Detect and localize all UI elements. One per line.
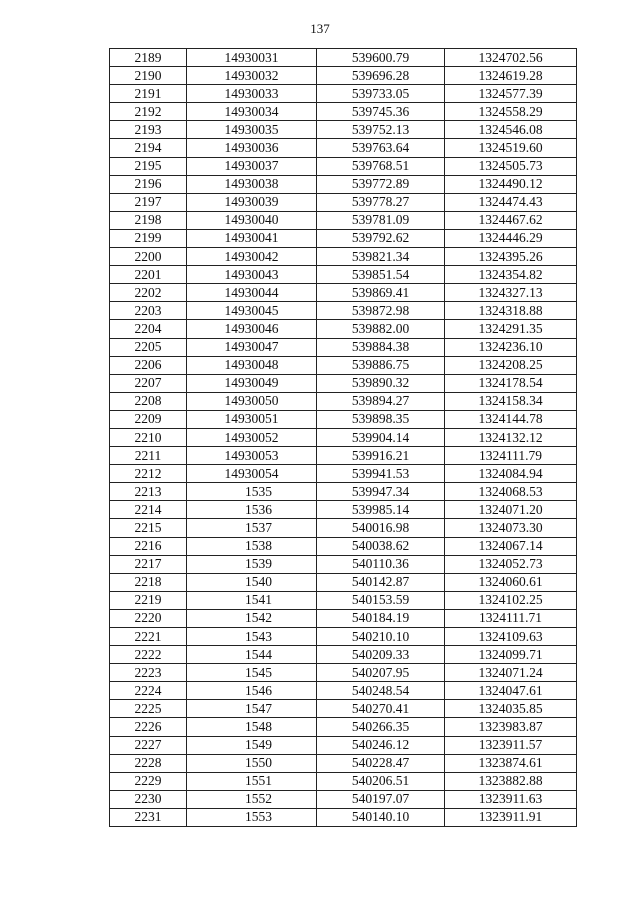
point-id-cell: 1549 [187, 736, 317, 754]
point-id-cell: 1553 [187, 808, 317, 826]
table-row [110, 718, 577, 736]
point-number-cell: 2224 [110, 682, 187, 700]
y-coordinate-cell: 1324208.25 [445, 356, 577, 374]
table-row [110, 754, 577, 772]
point-number-cell: 2196 [110, 175, 187, 193]
x-coordinate-cell: 540038.62 [317, 537, 445, 555]
point-id-cell: 14930040 [187, 211, 317, 229]
x-coordinate-cell: 539821.34 [317, 248, 445, 266]
table-row [110, 501, 577, 519]
x-coordinate-cell: 539904.14 [317, 428, 445, 446]
x-coordinate-cell: 540228.47 [317, 754, 445, 772]
x-coordinate-cell: 540197.07 [317, 790, 445, 808]
point-number-cell: 2228 [110, 754, 187, 772]
y-coordinate-cell: 1324102.25 [445, 591, 577, 609]
y-coordinate-cell: 1324073.30 [445, 519, 577, 537]
point-number-cell: 2214 [110, 501, 187, 519]
point-number-cell: 2195 [110, 157, 187, 175]
table-row [110, 121, 577, 139]
y-coordinate-cell: 1324132.12 [445, 428, 577, 446]
point-number-cell: 2190 [110, 67, 187, 85]
table-row [110, 447, 577, 465]
point-id-cell: 1551 [187, 772, 317, 790]
point-id-cell: 14930052 [187, 428, 317, 446]
y-coordinate-cell: 1324474.43 [445, 193, 577, 211]
point-number-cell: 2217 [110, 555, 187, 573]
x-coordinate-cell: 539772.89 [317, 175, 445, 193]
coordinates-table-body [110, 49, 577, 827]
point-id-cell: 14930033 [187, 85, 317, 103]
y-coordinate-cell: 1324060.61 [445, 573, 577, 591]
x-coordinate-cell: 539869.41 [317, 284, 445, 302]
page-number: 137 [310, 21, 330, 36]
point-number-cell: 2215 [110, 519, 187, 537]
point-id-cell: 14930050 [187, 392, 317, 410]
point-id-cell: 1539 [187, 555, 317, 573]
table-row [110, 790, 577, 808]
table-row [110, 628, 577, 646]
y-coordinate-cell: 1324577.39 [445, 85, 577, 103]
x-coordinate-cell: 539985.14 [317, 501, 445, 519]
y-coordinate-cell: 1324467.62 [445, 211, 577, 229]
table-row [110, 302, 577, 320]
point-number-cell: 2222 [110, 646, 187, 664]
point-number-cell: 2223 [110, 664, 187, 682]
point-number-cell: 2208 [110, 392, 187, 410]
x-coordinate-cell: 540184.19 [317, 609, 445, 627]
y-coordinate-cell: 1324067.14 [445, 537, 577, 555]
x-coordinate-cell: 539696.28 [317, 67, 445, 85]
y-coordinate-cell: 1323882.88 [445, 772, 577, 790]
point-id-cell: 14930039 [187, 193, 317, 211]
table-row [110, 356, 577, 374]
point-id-cell: 1543 [187, 628, 317, 646]
y-coordinate-cell: 1324446.29 [445, 229, 577, 247]
table-row [110, 175, 577, 193]
y-coordinate-cell: 1324109.63 [445, 628, 577, 646]
point-number-cell: 2210 [110, 428, 187, 446]
y-coordinate-cell: 1324619.28 [445, 67, 577, 85]
y-coordinate-cell: 1324071.24 [445, 664, 577, 682]
coordinates-table [109, 48, 577, 827]
table-row [110, 465, 577, 483]
table-row [110, 338, 577, 356]
point-number-cell: 2189 [110, 49, 187, 67]
table-row [110, 67, 577, 85]
table-row [110, 555, 577, 573]
y-coordinate-cell: 1323983.87 [445, 718, 577, 736]
y-coordinate-cell: 1324702.56 [445, 49, 577, 67]
point-id-cell: 1537 [187, 519, 317, 537]
point-number-cell: 2216 [110, 537, 187, 555]
y-coordinate-cell: 1324084.94 [445, 465, 577, 483]
point-id-cell: 14930053 [187, 447, 317, 465]
x-coordinate-cell: 540207.95 [317, 664, 445, 682]
point-id-cell: 14930041 [187, 229, 317, 247]
y-coordinate-cell: 1324236.10 [445, 338, 577, 356]
point-number-cell: 2220 [110, 609, 187, 627]
point-id-cell: 14930032 [187, 67, 317, 85]
y-coordinate-cell: 1323874.61 [445, 754, 577, 772]
y-coordinate-cell: 1324047.61 [445, 682, 577, 700]
point-id-cell: 14930036 [187, 139, 317, 157]
point-id-cell: 14930047 [187, 338, 317, 356]
x-coordinate-cell: 540270.41 [317, 700, 445, 718]
point-id-cell: 14930038 [187, 175, 317, 193]
x-coordinate-cell: 539733.05 [317, 85, 445, 103]
y-coordinate-cell: 1324068.53 [445, 483, 577, 501]
y-coordinate-cell: 1324291.35 [445, 320, 577, 338]
y-coordinate-cell: 1324178.54 [445, 374, 577, 392]
point-number-cell: 2209 [110, 410, 187, 428]
point-id-cell: 14930031 [187, 49, 317, 67]
y-coordinate-cell: 1324099.71 [445, 646, 577, 664]
point-id-cell: 1552 [187, 790, 317, 808]
point-number-cell: 2206 [110, 356, 187, 374]
point-number-cell: 2197 [110, 193, 187, 211]
table-row [110, 591, 577, 609]
x-coordinate-cell: 539941.53 [317, 465, 445, 483]
x-coordinate-cell: 540246.12 [317, 736, 445, 754]
table-row [110, 248, 577, 266]
point-number-cell: 2231 [110, 808, 187, 826]
y-coordinate-cell: 1324558.29 [445, 103, 577, 121]
x-coordinate-cell: 539768.51 [317, 157, 445, 175]
y-coordinate-cell: 1323911.91 [445, 808, 577, 826]
table-row [110, 229, 577, 247]
table-row [110, 609, 577, 627]
point-number-cell: 2203 [110, 302, 187, 320]
x-coordinate-cell: 539763.64 [317, 139, 445, 157]
x-coordinate-cell: 540210.10 [317, 628, 445, 646]
table-row [110, 193, 577, 211]
point-number-cell: 2202 [110, 284, 187, 302]
x-coordinate-cell: 540110.36 [317, 555, 445, 573]
point-number-cell: 2204 [110, 320, 187, 338]
point-number-cell: 2213 [110, 483, 187, 501]
x-coordinate-cell: 539894.27 [317, 392, 445, 410]
y-coordinate-cell: 1323911.57 [445, 736, 577, 754]
x-coordinate-cell: 539778.27 [317, 193, 445, 211]
point-id-cell: 14930034 [187, 103, 317, 121]
table-row [110, 139, 577, 157]
point-number-cell: 2225 [110, 700, 187, 718]
y-coordinate-cell: 1324318.88 [445, 302, 577, 320]
point-number-cell: 2207 [110, 374, 187, 392]
point-id-cell: 14930048 [187, 356, 317, 374]
x-coordinate-cell: 539792.62 [317, 229, 445, 247]
point-id-cell: 1550 [187, 754, 317, 772]
point-number-cell: 2194 [110, 139, 187, 157]
x-coordinate-cell: 539890.32 [317, 374, 445, 392]
point-id-cell: 1536 [187, 501, 317, 519]
x-coordinate-cell: 539781.09 [317, 211, 445, 229]
x-coordinate-cell: 539752.13 [317, 121, 445, 139]
table-row [110, 374, 577, 392]
y-coordinate-cell: 1324546.08 [445, 121, 577, 139]
point-id-cell: 1544 [187, 646, 317, 664]
table-row [110, 808, 577, 826]
table-row [110, 284, 577, 302]
point-number-cell: 2191 [110, 85, 187, 103]
point-id-cell: 1548 [187, 718, 317, 736]
x-coordinate-cell: 539600.79 [317, 49, 445, 67]
table-row [110, 483, 577, 501]
point-id-cell: 1540 [187, 573, 317, 591]
table-row [110, 772, 577, 790]
table-row [110, 157, 577, 175]
point-id-cell: 14930051 [187, 410, 317, 428]
x-coordinate-cell: 540248.54 [317, 682, 445, 700]
x-coordinate-cell: 540153.59 [317, 591, 445, 609]
x-coordinate-cell: 540142.87 [317, 573, 445, 591]
table-row [110, 736, 577, 754]
y-coordinate-cell: 1324505.73 [445, 157, 577, 175]
x-coordinate-cell: 539947.34 [317, 483, 445, 501]
y-coordinate-cell: 1324158.34 [445, 392, 577, 410]
table-row [110, 410, 577, 428]
point-number-cell: 2227 [110, 736, 187, 754]
y-coordinate-cell: 1324144.78 [445, 410, 577, 428]
point-number-cell: 2230 [110, 790, 187, 808]
point-id-cell: 14930046 [187, 320, 317, 338]
point-number-cell: 2212 [110, 465, 187, 483]
point-id-cell: 1538 [187, 537, 317, 555]
table-row [110, 519, 577, 537]
point-id-cell: 14930044 [187, 284, 317, 302]
y-coordinate-cell: 1324052.73 [445, 555, 577, 573]
y-coordinate-cell: 1324519.60 [445, 139, 577, 157]
x-coordinate-cell: 540206.51 [317, 772, 445, 790]
point-number-cell: 2218 [110, 573, 187, 591]
table-row [110, 428, 577, 446]
point-number-cell: 2193 [110, 121, 187, 139]
point-number-cell: 2201 [110, 266, 187, 284]
point-id-cell: 1545 [187, 664, 317, 682]
point-id-cell: 1541 [187, 591, 317, 609]
table-row [110, 392, 577, 410]
y-coordinate-cell: 1324327.13 [445, 284, 577, 302]
table-row [110, 211, 577, 229]
point-id-cell: 1547 [187, 700, 317, 718]
y-coordinate-cell: 1324035.85 [445, 700, 577, 718]
point-id-cell: 1546 [187, 682, 317, 700]
x-coordinate-cell: 539886.75 [317, 356, 445, 374]
point-number-cell: 2226 [110, 718, 187, 736]
table-row [110, 49, 577, 67]
table-row [110, 537, 577, 555]
table-row [110, 646, 577, 664]
point-number-cell: 2205 [110, 338, 187, 356]
point-number-cell: 2221 [110, 628, 187, 646]
x-coordinate-cell: 539898.35 [317, 410, 445, 428]
point-number-cell: 2192 [110, 103, 187, 121]
point-id-cell: 14930037 [187, 157, 317, 175]
point-id-cell: 1535 [187, 483, 317, 501]
point-id-cell: 14930049 [187, 374, 317, 392]
x-coordinate-cell: 539916.21 [317, 447, 445, 465]
point-id-cell: 14930054 [187, 465, 317, 483]
table-row [110, 103, 577, 121]
x-coordinate-cell: 540209.33 [317, 646, 445, 664]
table-row [110, 320, 577, 338]
table-row [110, 700, 577, 718]
y-coordinate-cell: 1324111.71 [445, 609, 577, 627]
table-row [110, 573, 577, 591]
point-number-cell: 2211 [110, 447, 187, 465]
point-number-cell: 2219 [110, 591, 187, 609]
x-coordinate-cell: 539745.36 [317, 103, 445, 121]
point-id-cell: 14930035 [187, 121, 317, 139]
point-id-cell: 1542 [187, 609, 317, 627]
x-coordinate-cell: 539884.38 [317, 338, 445, 356]
point-number-cell: 2198 [110, 211, 187, 229]
y-coordinate-cell: 1324071.20 [445, 501, 577, 519]
x-coordinate-cell: 540140.10 [317, 808, 445, 826]
point-number-cell: 2200 [110, 248, 187, 266]
y-coordinate-cell: 1324354.82 [445, 266, 577, 284]
table-row [110, 266, 577, 284]
point-id-cell: 14930043 [187, 266, 317, 284]
point-id-cell: 14930045 [187, 302, 317, 320]
y-coordinate-cell: 1324490.12 [445, 175, 577, 193]
point-id-cell: 14930042 [187, 248, 317, 266]
table-row [110, 664, 577, 682]
x-coordinate-cell: 539882.00 [317, 320, 445, 338]
x-coordinate-cell: 539851.54 [317, 266, 445, 284]
table-row [110, 682, 577, 700]
y-coordinate-cell: 1324395.26 [445, 248, 577, 266]
x-coordinate-cell: 540266.35 [317, 718, 445, 736]
y-coordinate-cell: 1324111.79 [445, 447, 577, 465]
table-row [110, 85, 577, 103]
point-number-cell: 2229 [110, 772, 187, 790]
point-number-cell: 2199 [110, 229, 187, 247]
x-coordinate-cell: 540016.98 [317, 519, 445, 537]
y-coordinate-cell: 1323911.63 [445, 790, 577, 808]
x-coordinate-cell: 539872.98 [317, 302, 445, 320]
